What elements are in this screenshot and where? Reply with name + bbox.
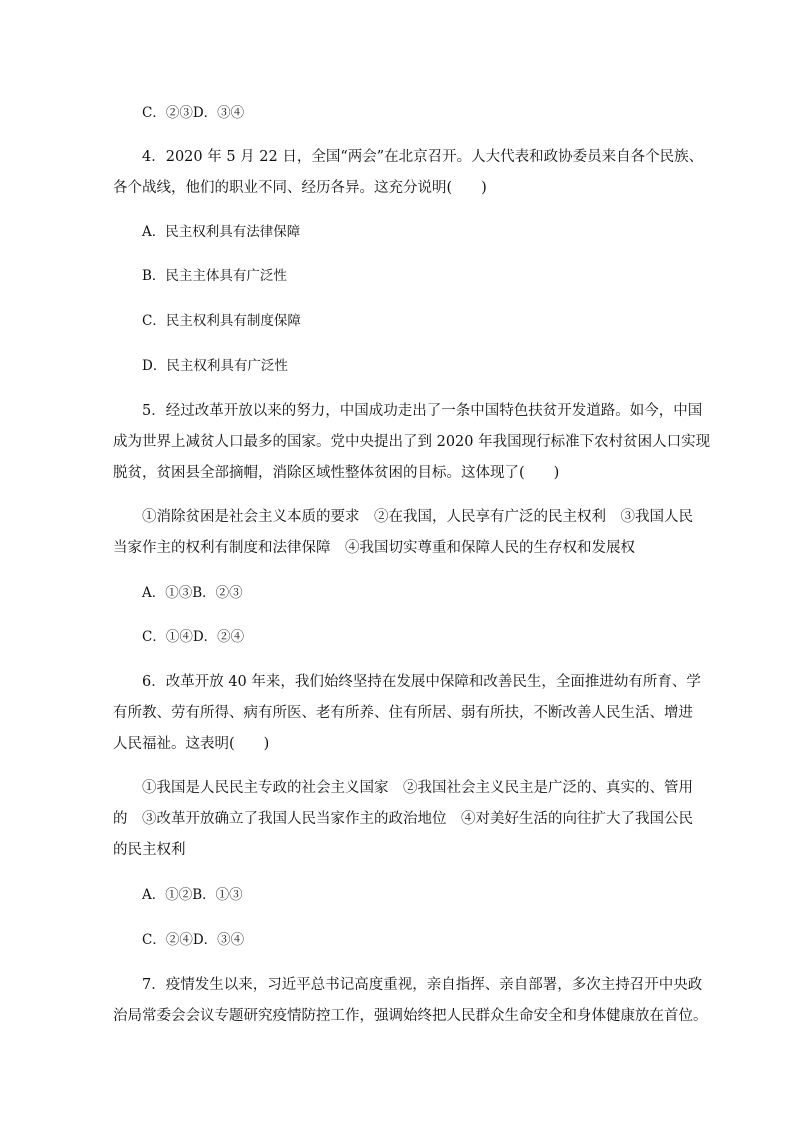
q4-stem-line-2: 各个战线，他们的职业不同、经历各异。这充分说明( ) — [113, 180, 487, 196]
q4-option-d: D．民主权利具有广泛性 — [142, 358, 288, 374]
q5-stem-line-1: 5．经过改革开放以来的努力，中国成功走出了一条中国特色扶贫开发道路。如今，中国 — [142, 403, 703, 419]
q5-option-cd: C．①④D．②④ — [142, 629, 245, 645]
q7-stem-line-2: 治局常委会会议专题研究疫情防控工作，强调始终把人民群众生命安全和身体健康放在首位。 — [113, 1008, 708, 1024]
q6-option-ab: A．①②B．①③ — [142, 887, 243, 903]
q3-option-cd: C．②③D．③④ — [142, 105, 245, 121]
q6-statements-line-2: 的 ③改革开放确立了我国人民当家作主的政治地位 ④对美好生活的向往扩大了我国公民 — [113, 811, 693, 827]
q5-statements-line-1: ①消除贫困是社会主义本质的要求 ②在我国，人民享有广泛的民主权利 ③我国人民 — [142, 509, 693, 525]
q7-stem-line-1: 7．疫情发生以来，习近平总书记高度重视，亲自指挥、亲自部署，多次主持召开中央政 — [142, 977, 703, 993]
q4-option-b: B．民主主体具有广泛性 — [142, 268, 287, 284]
q6-option-cd: C．②④D．③④ — [142, 932, 245, 948]
q6-stem-line-2: 有所教、劳有所得、病有所医、老有所养、住有所居、弱有所扶，不断改善人民生活、增进 — [113, 705, 693, 721]
q5-option-ab: A．①③B．②③ — [142, 585, 243, 601]
q5-stem-line-2: 成为世界上减贫人口最多的国家。党中央提出了到 2020 年我国现行标准下农村贫困人口实现 — [113, 434, 711, 450]
q4-option-c: C．民主权利具有制度保障 — [142, 313, 301, 329]
q5-stem-line-3: 脱贫，贫困县全部摘帽，消除区域性整体贫困的目标。这体现了( ) — [113, 465, 560, 481]
q6-stem-line-1: 6．改革开放 40 年来，我们始终坚持在发展中保障和改善民生，全面推进幼有所育、学 — [142, 674, 701, 690]
q4-option-a: A．民主权利具有法律保障 — [142, 224, 301, 240]
q6-statements-line-3: 的民主权利 — [113, 842, 186, 858]
q4-stem-line-1: 4．2020 年 5 月 22 日，全国“两会”在北京召开。人大代表和政协委员来自各个民族、 — [142, 149, 704, 165]
q5-statements-line-2: 当家作主的权利有制度和法律保障 ④我国切实尊重和保障人民的生存权和发展权 — [113, 540, 635, 556]
q6-statements-line-1: ①我国是人民民主专政的社会主义国家 ②我国社会主义民主是广泛的、真实的、管用 — [142, 780, 693, 796]
q6-stem-line-3: 人民福祉。这表明( ) — [113, 736, 270, 752]
